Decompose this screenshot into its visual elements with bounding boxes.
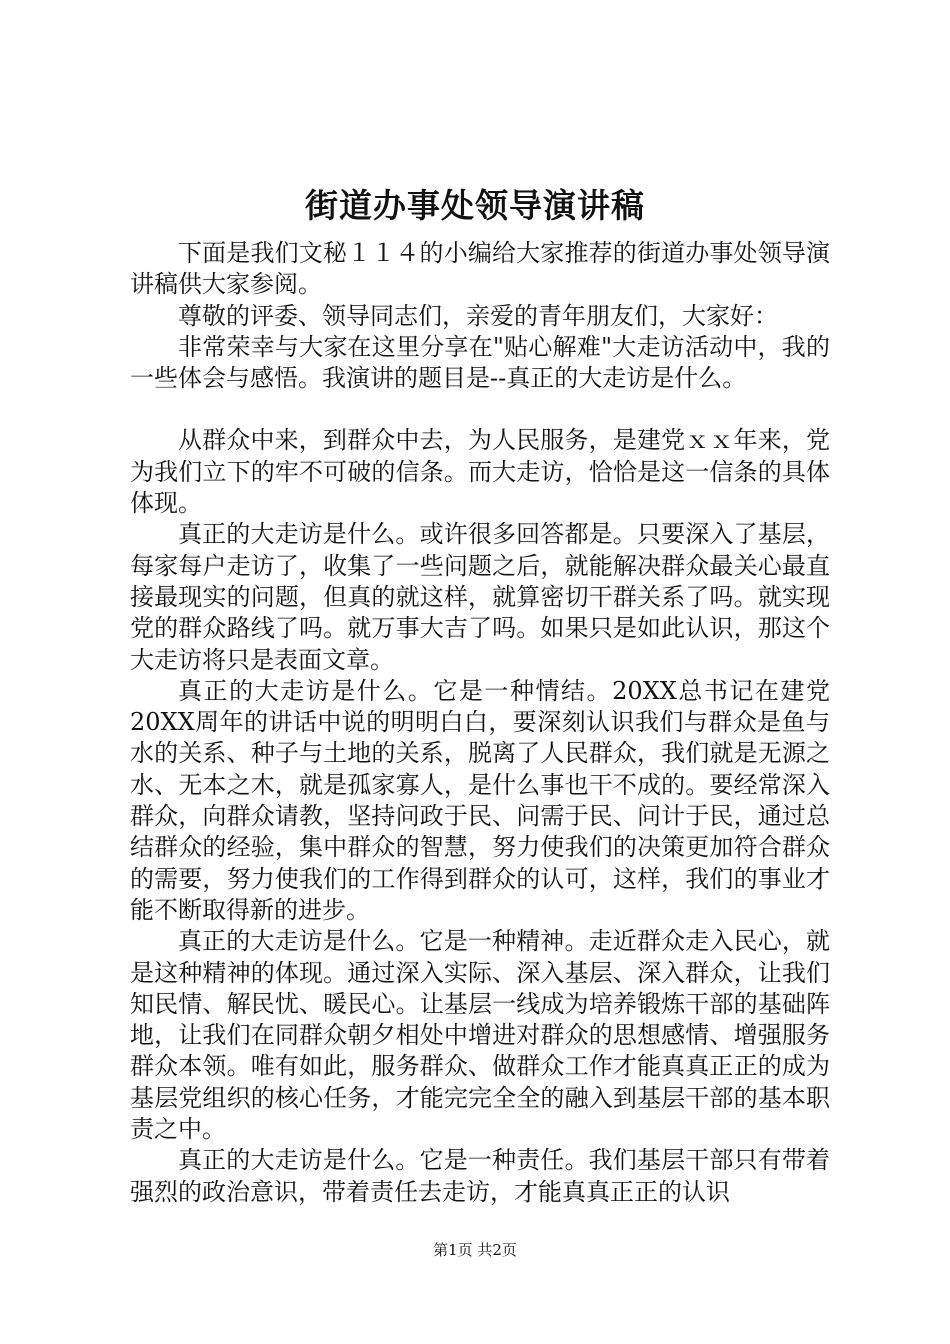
paragraph-question: 真正的大走访是什么。或许很多回答都是。只要深入了基层，每家每户走访了，收集了一些问题之后，就能解决群众最关心最直接最现实的问题，但真的就这样，就算密切干群关系了吗。就实现党的群众路线了吗。就万事大吉了吗。如果只是如此认识，那这个大走访将只是表面文章。 — [130, 520, 830, 674]
paragraph-greeting: 尊敬的评委、领导同志们，亲爱的青年朋友们，大家好： — [178, 301, 778, 330]
paragraph-responsibility: 真正的大走访是什么。它是一种责任。我们基层干部只有带着强烈的政治意识，带着责任去走访，才能真真正正的认识 — [130, 1146, 830, 1206]
paragraph-sentiment: 真正的大走访是什么。它是一种情结。20XX总书记在建党20XX周年的讲话中说的明明白白，要深刻认识我们与群众是鱼与水的关系、种子与土地的关系，脱离了人民群众，我们就是无源之水、无本之木，就是孤家寡人，是什么事也干不成的。要经常深入群众，向群众请教，坚持问政于民、问需于民、问计于民，通过总结群众的经验，集中群众的智慧，努力使我们的决策更加符合群众的需要，努力使我们的工作得到群众的认可，这样，我们的事业才能不断取得新的进步。 — [130, 676, 830, 924]
paragraph-opening: 非常荣幸与大家在这里分享在"贴心解难"大走访活动中，我的一些体会与感悟。我演讲的题目是--真正的大走访是什么。 — [130, 332, 830, 393]
page-footer: 第1页 共2页 — [433, 1241, 517, 1259]
paragraph-intro: 下面是我们文秘１１４的小编给大家推荐的街道办事处领导演讲稿供大家参阅。 — [130, 239, 830, 299]
document-body — [130, 238, 830, 1208]
paragraph-mass-line: 从群众中来，到群众中去，为人民服务，是建党ｘｘ年来，党为我们立下的牢不可破的信条。而大走访，恰恰是这一信条的具体体现。 — [130, 426, 830, 518]
paragraph-spirit: 真正的大走访是什么。它是一种精神。走近群众走入民心，就是这种精神的体现。通过深入实际、深入基层、深入群众，让我们知民情、解民忧、暖民心。让基层一线成为培养锻炼干部的基础阵地，让我们在同群众朝夕相处中增进对群众的思想感情、增强服务群众本领。唯有如此，服务群众、做群众工作才能真真正正的成为基层党组织的核心任务，才能完完全全的融入到基层干部的基本职责之中。 — [130, 927, 830, 1144]
document-title: 街道办事处领导演讲稿 — [305, 186, 645, 225]
